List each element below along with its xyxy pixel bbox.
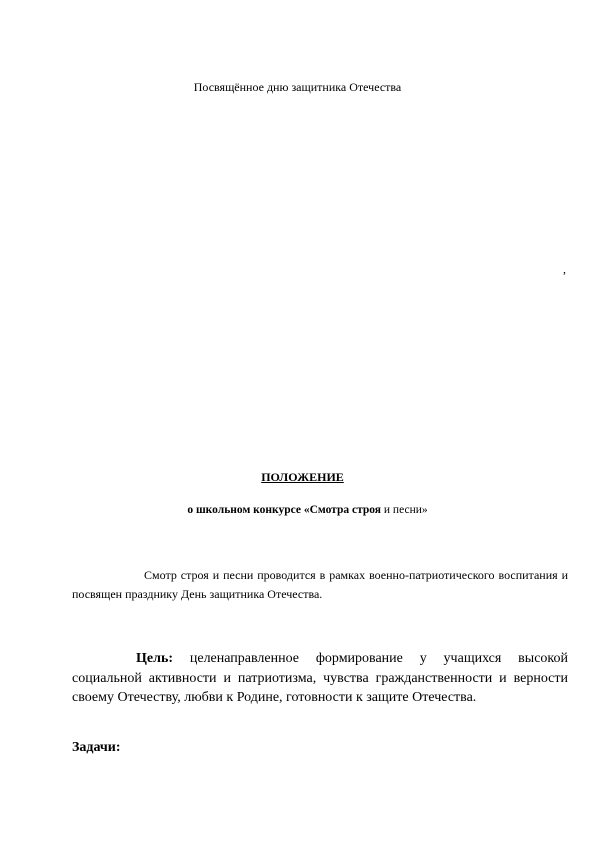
dedication-line: Посвящённое дню защитника Отечества — [193, 80, 402, 94]
tasks-heading: Задачи: — [72, 740, 121, 755]
document-subtitle — [0, 504, 595, 516]
goal-label: Цель: — [136, 651, 174, 666]
intro-paragraph: Смотр строя и песни проводится в рамках военно-патриотического воспитания и посвящен празднику День защитника Отечества. — [72, 568, 568, 601]
document-title: ПОЛОЖЕНИЕ — [261, 470, 344, 484]
subtitle-regular-part: и песни» — [381, 504, 428, 516]
goal-text: целенаправленное формирование у учащихся высокой социальной активности и патриотизма, чувства гражданственности и верности своему Отечеству, любви к Родине, готовности к защите Отечества. — [72, 651, 568, 705]
subtitle-bold-part: о школьном конкурсе «Смотра строя — [187, 504, 382, 516]
stray-mark: , — [563, 262, 566, 276]
goal-paragraph — [72, 649, 568, 708]
